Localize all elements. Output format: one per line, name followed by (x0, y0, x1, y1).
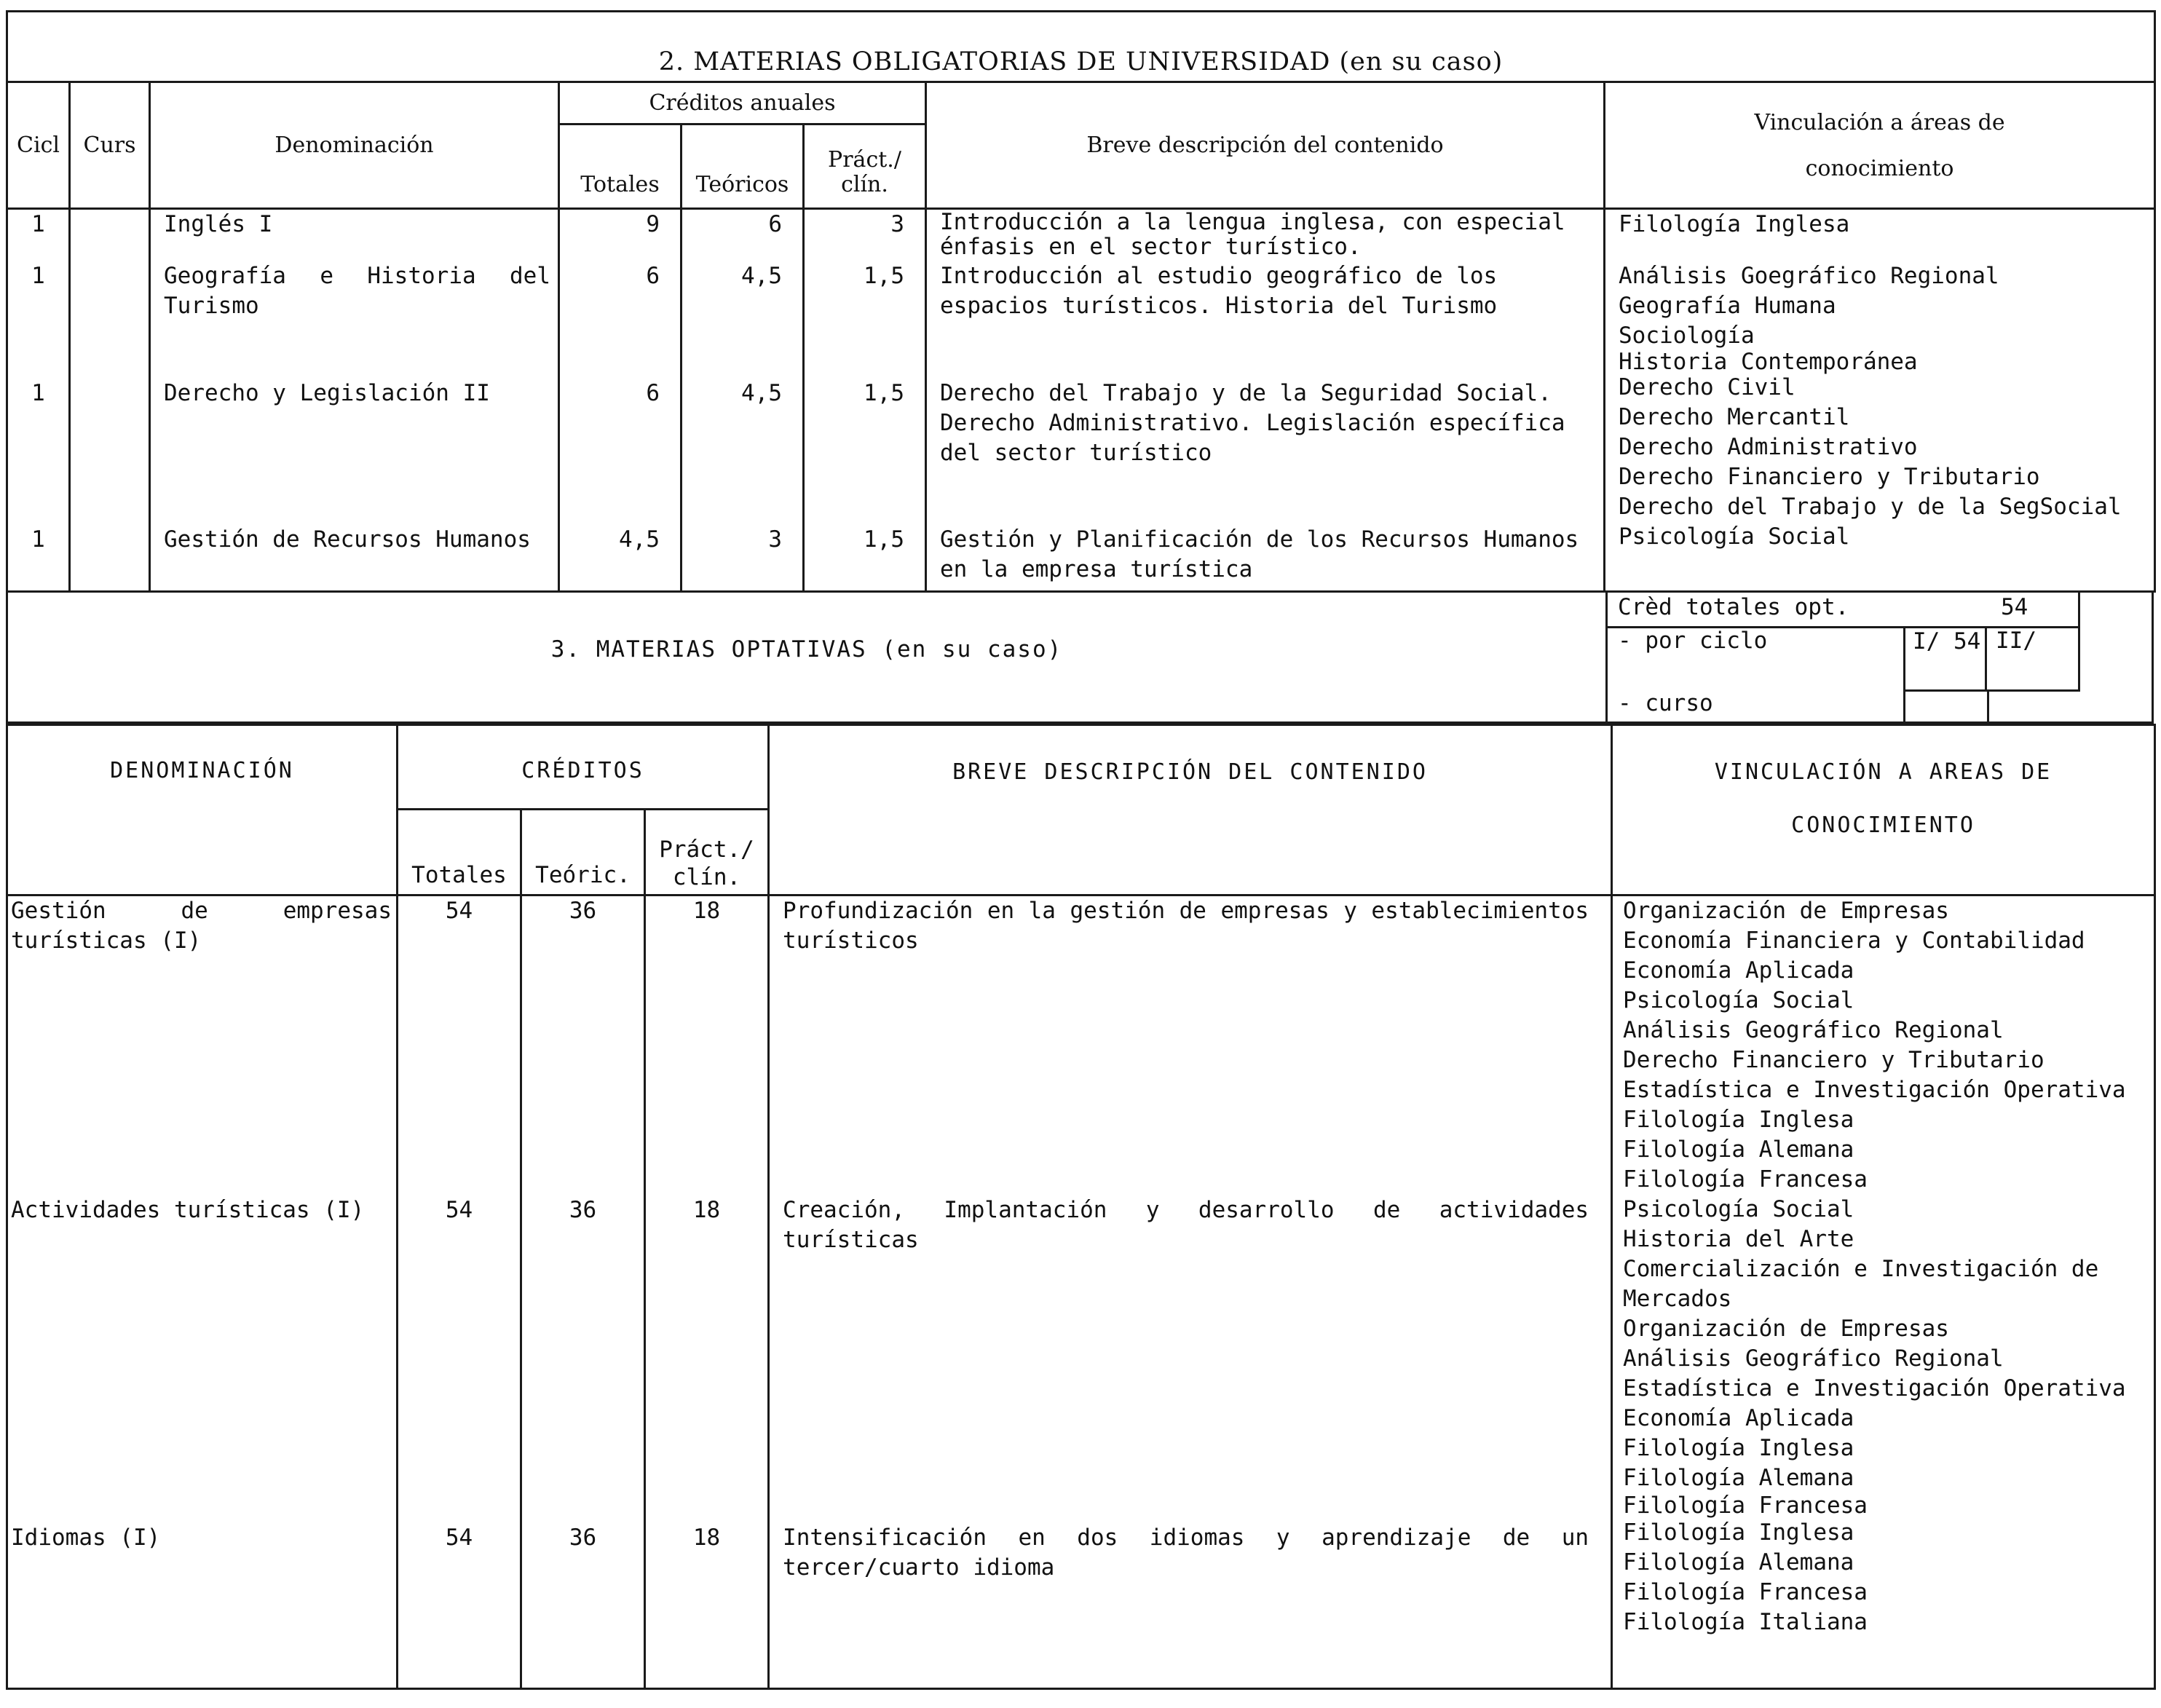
area-item: Análisis Goegráfico Regional (1619, 263, 1999, 289)
creditos-totales-value: 54 (2001, 594, 2028, 620)
totales-value: 9 (646, 211, 660, 237)
area-item: Organización de Empresas (1623, 1316, 1949, 1342)
area-item: Economía Aplicada (1623, 1405, 1854, 1431)
obligatorias-table (6, 10, 2156, 593)
document-page (6, 10, 2154, 1704)
header3-totales: Totales (398, 810, 521, 895)
denominacion-value: Idiomas (I) (11, 1525, 161, 1551)
area-item: Derecho Financiero y Tributario (1619, 464, 2040, 490)
area-item: Análisis Geográfico Regional (1623, 1345, 2004, 1372)
totales-value: 4,5 (619, 526, 660, 553)
header-vinculacion-line2: conocimiento (1805, 155, 1954, 181)
col-practicos (804, 209, 926, 592)
section2-title: 2. MATERIAS OBLIGATORIAS DE UNIVERSIDAD (en su caso) (7, 12, 2155, 82)
totales-value: 54 (445, 898, 473, 924)
area-item: Derecho Mercantil (1619, 404, 1850, 430)
col-vinculacion (1605, 209, 2155, 592)
area-item: Estadística e Investigación Operativa (1623, 1077, 2126, 1103)
col3-totales (398, 895, 521, 1689)
area-item: Filología Francesa (1623, 1166, 1868, 1193)
header-ciclo: Cicl (7, 82, 70, 209)
header3-vinculacion-line1: VINCULACIÓN A AREAS DE (1714, 759, 2053, 785)
col-denominacion (150, 209, 559, 592)
area-item: Filología Italiana (1623, 1609, 1868, 1635)
col-curso (70, 209, 150, 592)
descripcion-value: Derecho del Trabajo y de la Seguridad Social. Derecho Administrativo. Legislación específica del sector turístico (940, 380, 1565, 466)
teoricos-value: 4,5 (741, 380, 782, 406)
area-item: Geografía Humana (1619, 293, 1836, 319)
denominacion-value: Derecho y Legislación II (164, 380, 490, 406)
teoricos-value: 4,5 (741, 263, 782, 289)
area-item: Filología Inglesa (1619, 211, 1850, 237)
col-ciclo (7, 209, 70, 592)
practicos-value: 1,5 (864, 526, 904, 553)
ciclo-value: 1 (31, 263, 45, 289)
teoricos-value: 36 (569, 1197, 597, 1223)
area-item: Organización de Empresas (1623, 898, 1949, 924)
col3-practicos (645, 895, 769, 1689)
header-descripcion: Breve descripción del contenido (926, 82, 1605, 209)
area-item: Derecho del Trabajo y de la SegSocial (1619, 494, 2122, 520)
header3-denominacion: DENOMINACIÓN (7, 725, 398, 895)
header-teoricos: Teóricos (682, 124, 804, 209)
teoricos-value: 36 (569, 898, 597, 924)
col3-vinculacion (1612, 895, 2155, 1689)
ciclo-grid (1903, 626, 2078, 724)
denominacion-value: Gestión de empresas turísticas (I) (11, 898, 392, 954)
optativas-header-block (6, 593, 2154, 724)
area-item: Filología Francesa (1623, 1579, 1868, 1605)
area-item: Psicología Social (1623, 987, 1854, 1013)
ciclo-value: 1 (31, 526, 45, 553)
practicos-value: 1,5 (864, 263, 904, 289)
col3-descripcion (769, 895, 1612, 1689)
practicos-value: 3 (890, 211, 904, 237)
header-practicos: Práct./ clín. (804, 124, 926, 209)
descripcion-value: Intensificación en dos idiomas y aprendizaje de un tercer/cuarto idioma (783, 1525, 1589, 1581)
totales-value: 54 (445, 1197, 473, 1223)
col3-teoricos (521, 895, 645, 1689)
header-denominacion: Denominación (150, 82, 559, 209)
area-item: Derecho Administrativo (1619, 434, 1918, 460)
teoricos-value: 6 (768, 211, 782, 237)
denominacion-value: Gestión de Recursos Humanos (164, 526, 531, 553)
section3-title: 3. MATERIAS OPTATIVAS (en su caso) (550, 636, 1063, 663)
area-item: Economía Financiera y Contabilidad (1623, 928, 2085, 954)
col3-denominacion (7, 895, 398, 1689)
area-item: Filología Inglesa (1623, 1519, 1854, 1546)
curso-label: - curso (1618, 690, 1713, 716)
ciclo-value: 1 (31, 211, 45, 237)
denominacion-value: Actividades turísticas (I) (11, 1197, 365, 1223)
optativas-table (6, 724, 2156, 1690)
area-item: Psicología Social (1623, 1196, 1854, 1222)
area-item: Comercialización e Investigación de Mercados (1623, 1256, 2099, 1312)
header-curso: Curs (70, 82, 150, 209)
area-item: Filología Inglesa (1623, 1107, 1854, 1133)
area-item: Derecho Financiero y Tributario (1623, 1047, 2045, 1073)
descripcion-value: Introducción a la lengua inglesa, con especial énfasis en el sector turístico. (940, 209, 1565, 260)
totales-value: 6 (646, 263, 660, 289)
practicos-value: 18 (692, 1197, 721, 1223)
header3-creditos: CRÉDITOS (398, 725, 769, 810)
denominacion-value: Geografía e Historia del Turismo (164, 263, 550, 319)
divider (1987, 692, 1989, 724)
header3-descripcion: BREVE DESCRIPCIÓN DEL CONTENIDO (769, 725, 1612, 895)
area-item: Filología Alemana (1623, 1136, 1854, 1163)
area-item: Historia del Arte (1623, 1226, 1854, 1252)
col-teoricos (682, 209, 804, 592)
header3-vinculacion (1612, 725, 2155, 895)
area-item: Estadística e Investigación Operativa (1623, 1375, 2126, 1401)
header-vinculacion (1605, 82, 2155, 209)
header3-practicos: Práct./ clín. (645, 810, 769, 895)
area-item: Historia Contemporánea (1619, 349, 1918, 375)
header3-teoricos: Teóric. (521, 810, 645, 895)
ciclo-value: 1 (31, 380, 45, 406)
descripcion-value: Creación, Implantación y desarrollo de actividades turísticas (783, 1197, 1589, 1253)
practicos-value: 1,5 (864, 380, 904, 406)
practicos-value: 18 (692, 1525, 721, 1551)
header-creditos-anuales: Créditos anuales (559, 82, 926, 124)
denominacion-value: Inglés I (164, 211, 273, 237)
teoricos-value: 3 (768, 526, 782, 553)
col-totales (559, 209, 682, 592)
area-item: Economía Aplicada (1623, 957, 1854, 984)
area-item: Derecho Civil (1619, 374, 1795, 400)
divider (2078, 593, 2080, 626)
creditos-totales-label: Crèd totales opt. (1618, 594, 1849, 620)
totales-value: 6 (646, 380, 660, 406)
descripcion-value: Introducción al estudio geográfico de los espacios turísticos. Historia del Turismo (940, 263, 1498, 319)
header-vinculacion-line1: Vinculación a áreas de (1754, 109, 2005, 135)
area-item: Filología Alemana (1623, 1465, 1854, 1491)
col-descripcion (926, 209, 1605, 592)
header3-vinculacion-line2: CONOCIMIENTO (1791, 813, 1975, 838)
teoricos-value: 36 (569, 1525, 597, 1551)
area-item: Filología Alemana (1623, 1549, 1854, 1575)
ciclo-i-cell: I/ 54 (1905, 626, 1987, 692)
por-ciclo-label: - por ciclo (1618, 628, 1768, 654)
header-totales: Totales (559, 124, 682, 209)
area-item: Psicología Social (1619, 523, 1850, 550)
area-item: Filología Francesa (1623, 1492, 1868, 1519)
area-item: Filología Inglesa (1623, 1435, 1854, 1461)
optativas-credits-box (1605, 593, 2158, 724)
practicos-value: 18 (692, 898, 721, 924)
totales-value: 54 (445, 1525, 473, 1551)
area-item: Análisis Geográfico Regional (1623, 1017, 2004, 1043)
ciclo-ii-cell: II/ (1987, 626, 2080, 692)
area-item: Sociología (1619, 323, 1755, 349)
descripcion-value: Gestión y Planificación de los Recursos Humanos en la empresa turística (940, 526, 1579, 582)
descripcion-value: Profundización en la gestión de empresas y establecimientos turísticos (783, 898, 1589, 954)
